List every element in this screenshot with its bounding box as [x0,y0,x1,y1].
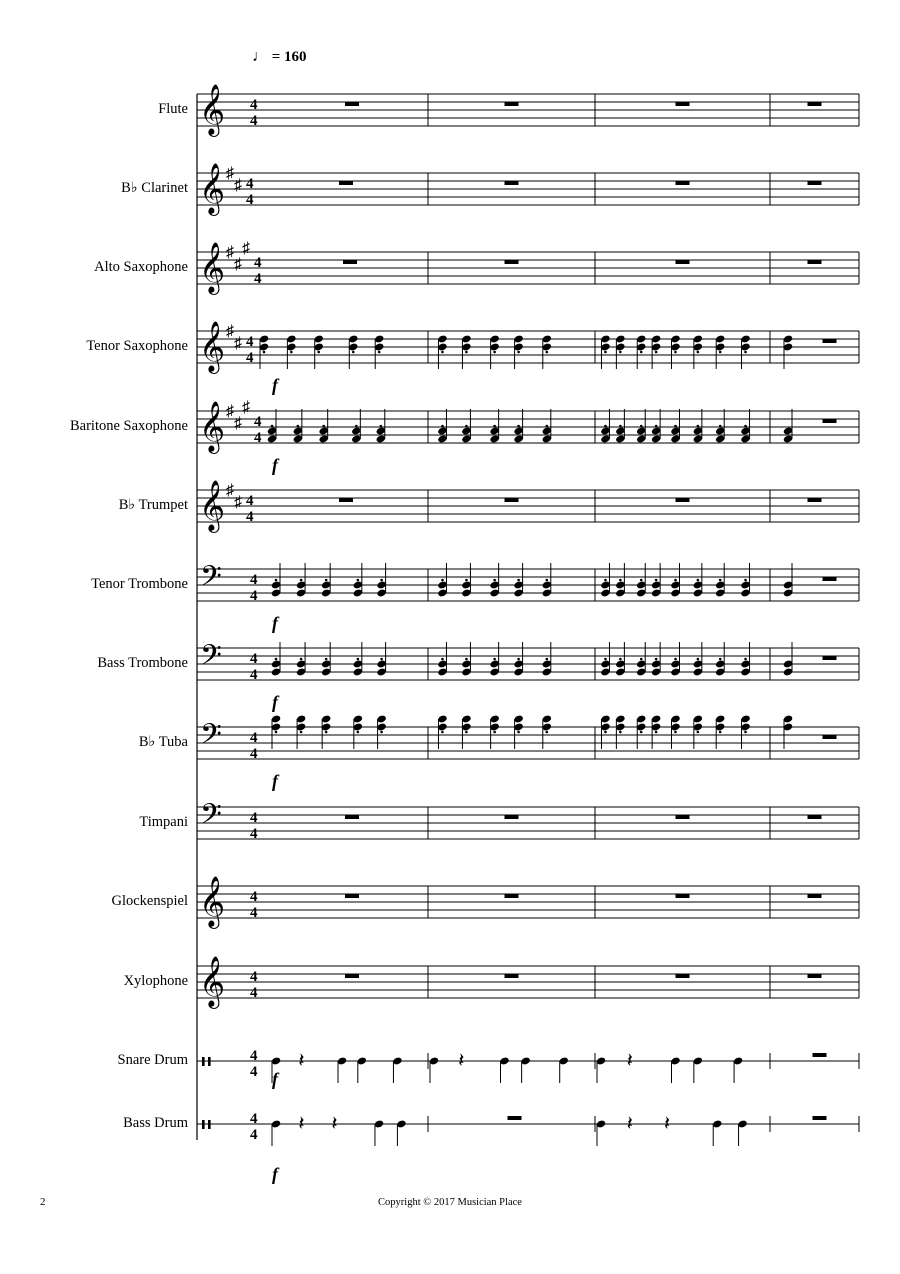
staccato-dot [441,425,444,428]
time-signature-top: 4 [246,176,254,192]
staccato-dot [378,351,381,354]
staff-xylophone [197,957,859,1009]
staff-tenor-trombone [197,562,859,633]
instrument-label: B♭ Trumpet [118,497,188,513]
staccato-dot [517,351,520,354]
staff-timpani [197,800,859,842]
staccato-dot [655,658,658,661]
staccato-dot [655,351,658,354]
dynamic-forte: f [272,771,278,791]
staccato-dot [744,658,747,661]
tempo-marking [252,48,307,66]
staccato-dot [655,579,658,582]
time-signature-top: 4 [246,334,254,350]
time-signature-top: 4 [254,414,262,430]
whole-rest-icon [813,1116,827,1120]
time-signature-bottom: 4 [250,588,258,604]
bass-clef-icon: 𝄢 [200,562,222,599]
staccato-dot [640,731,643,734]
staccato-dot [317,351,320,354]
whole-rest-icon [676,894,690,898]
staccato-dot [546,658,549,661]
time-signature-top: 4 [250,97,258,113]
staccato-dot [325,658,328,661]
staccato-dot [619,425,622,428]
staccato-dot [604,579,607,582]
whole-rest-icon [823,339,837,343]
time-signature-bottom: 4 [250,905,258,921]
staff-alto-saxophone [197,240,859,295]
whole-rest-icon [505,260,519,264]
treble-clef-icon: 𝄞 [199,877,226,926]
quarter-note-icon: ♩ [252,48,268,65]
staccato-dot [619,658,622,661]
staccato-dot [357,658,360,661]
whole-rest-icon [343,260,357,264]
percussion-clef-icon [202,1120,205,1129]
staccato-dot [441,579,444,582]
staccato-dot [619,351,622,354]
staccato-dot [352,351,355,354]
percussion-clef-icon [208,1120,211,1129]
staccato-dot [493,731,496,734]
staccato-dot [697,351,700,354]
staccato-dot [517,731,520,734]
staccato-dot [380,658,383,661]
staccato-dot [719,731,722,734]
treble-clef-icon: 𝄞 [199,402,226,451]
whole-rest-icon [676,260,690,264]
staccato-dot [441,658,444,661]
whole-rest-icon [505,815,519,819]
sharp-icon: ♯ [234,177,242,194]
staccato-dot [697,731,700,734]
instrument-label: Glockenspiel [111,893,188,909]
instrument-label: Alto Saxophone [94,259,188,275]
staccato-dot [275,731,278,734]
sharp-icon: ♯ [226,403,234,420]
whole-rest-icon [339,498,353,502]
treble-clef-icon: 𝄞 [199,481,226,530]
dynamic-forte: f [272,692,278,712]
time-signature-top: 4 [246,493,254,509]
whole-rest-icon [676,974,690,978]
staccato-dot [719,579,722,582]
staccato-dot [493,579,496,582]
time-signature-top: 4 [250,889,258,905]
staccato-dot [674,658,677,661]
staccato-dot [744,579,747,582]
instrument-label: Tenor Trombone [91,576,188,592]
staff-b-tuba [197,714,859,791]
whole-rest-icon [505,181,519,185]
staccato-dot [546,731,549,734]
time-signature-bottom: 4 [250,746,258,762]
time-signature-top: 4 [250,572,258,588]
staccato-dot [300,731,303,734]
tempo-value: = 160 [271,49,307,65]
treble-clef-icon: 𝄞 [199,243,226,292]
whole-rest-icon [808,974,822,978]
time-signature-bottom: 4 [250,985,258,1001]
whole-rest-icon [676,498,690,502]
time-signature-top: 4 [250,969,258,985]
staccato-dot [355,425,358,428]
quarter-rest-icon: 𝄽 [298,1050,305,1072]
treble-clef-icon: 𝄞 [199,322,226,371]
sharp-icon: ♯ [234,415,242,432]
instrument-label: Snare Drum [117,1052,188,1068]
sharp-icon: ♯ [226,482,234,499]
staccato-dot [719,658,722,661]
whole-rest-icon [345,894,359,898]
instrument-label: Tenor Saxophone [86,338,188,354]
staccato-dot [263,351,266,354]
staff-snare-drum [197,1048,859,1089]
staff-flute [197,85,859,137]
staccato-dot [619,579,622,582]
whole-rest-icon [676,815,690,819]
staccato-dot [719,425,722,428]
time-signature-bottom: 4 [254,430,262,446]
staff-bass-trombone [197,641,859,712]
staccato-dot [744,425,747,428]
time-signature-bottom: 4 [254,271,262,287]
staccato-dot [290,351,293,354]
quarter-rest-icon: 𝄽 [626,1050,633,1072]
staccato-dot [697,425,700,428]
copyright-notice: Copyright © 2017 Musician Place [378,1197,522,1208]
staccato-dot [493,425,496,428]
staff-tenor-saxophone [197,322,859,395]
percussion-clef-icon [202,1057,205,1066]
whole-rest-icon [676,181,690,185]
staccato-dot [275,579,278,582]
whole-rest-icon [808,894,822,898]
staccato-dot [604,425,607,428]
sharp-icon: ♯ [226,244,234,261]
staccato-dot [640,425,643,428]
instrument-label: Timpani [139,814,188,830]
time-signature-bottom: 4 [250,113,258,129]
whole-rest-icon [808,181,822,185]
staccato-dot [493,658,496,661]
staccato-dot [604,351,607,354]
dynamic-forte: f [272,613,278,633]
whole-rest-icon [345,974,359,978]
treble-clef-icon: 𝄞 [199,164,226,213]
whole-rest-icon [823,656,837,660]
staccato-dot [640,579,643,582]
time-signature-bottom: 4 [246,509,254,525]
sharp-icon: ♯ [242,399,250,416]
staccato-dot [697,658,700,661]
staccato-dot [619,731,622,734]
time-signature-top: 4 [250,810,258,826]
whole-rest-icon [808,815,822,819]
staccato-dot [441,731,444,734]
time-signature-bottom: 4 [246,192,254,208]
whole-rest-icon [823,419,837,423]
staff-baritone-saxophone [197,399,859,475]
staccato-dot [640,658,643,661]
time-signature-top: 4 [250,1048,258,1064]
whole-rest-icon [808,260,822,264]
staccato-dot [604,658,607,661]
quarter-rest-icon: 𝄽 [664,1113,671,1135]
time-signature-top: 4 [250,651,258,667]
whole-rest-icon [505,894,519,898]
instrument-label: Bass Drum [123,1115,188,1131]
staccato-dot [275,658,278,661]
staccato-dot [465,425,468,428]
quarter-rest-icon: 𝄽 [458,1050,465,1072]
bass-clef-icon: 𝄢 [200,800,222,837]
whole-rest-icon [345,102,359,106]
staccato-dot [380,731,383,734]
staccato-dot [604,731,607,734]
whole-rest-icon [505,498,519,502]
whole-rest-icon [676,102,690,106]
whole-rest-icon [339,181,353,185]
staccato-dot [465,731,468,734]
dynamic-forte: f [272,1069,278,1089]
dynamic-forte: f [272,1164,278,1184]
staccato-dot [297,425,300,428]
staccato-dot [380,579,383,582]
whole-rest-icon [508,1116,522,1120]
staff-glockenspiel [197,877,859,929]
staff-b-trumpet [197,481,859,533]
staccato-dot [744,351,747,354]
staccato-dot [465,658,468,661]
instrument-label: B♭ Tuba [138,734,188,750]
sharp-icon: ♯ [226,165,234,182]
staccato-dot [322,425,325,428]
whole-rest-icon [813,1053,827,1057]
staccato-dot [465,351,468,354]
instrument-label: Baritone Saxophone [70,418,188,434]
time-signature-top: 4 [250,730,258,746]
staccato-dot [640,351,643,354]
staccato-dot [655,731,658,734]
sharp-icon: ♯ [234,494,242,511]
staccato-dot [380,425,383,428]
staccato-dot [674,351,677,354]
staccato-dot [546,579,549,582]
staccato-dot [655,425,658,428]
instrument-label: Bass Trombone [97,655,188,671]
staccato-dot [546,351,549,354]
staccato-dot [517,579,520,582]
staccato-dot [357,579,360,582]
sharp-icon: ♯ [226,323,234,340]
whole-rest-icon [505,102,519,106]
percussion-clef-icon [208,1057,211,1066]
dynamic-forte: f [272,375,278,395]
instrument-label: Flute [158,101,188,117]
sharp-icon: ♯ [234,335,242,352]
staccato-dot [271,425,274,428]
staccato-dot [546,425,549,428]
staccato-dot [300,658,303,661]
sharp-icon: ♯ [234,256,242,273]
staccato-dot [325,579,328,582]
page-number: 2 [40,1196,46,1208]
quarter-rest-icon: 𝄽 [298,1113,305,1135]
time-signature-top: 4 [250,1111,258,1127]
time-signature-bottom: 4 [250,826,258,842]
staff-b-clarinet [197,164,859,216]
staccato-dot [719,351,722,354]
whole-rest-icon [345,815,359,819]
time-signature-bottom: 4 [250,1064,258,1080]
staccato-dot [744,731,747,734]
time-signature-bottom: 4 [250,1127,258,1143]
time-signature-bottom: 4 [250,667,258,683]
whole-rest-icon [823,577,837,581]
staccato-dot [441,351,444,354]
instrument-label: Xylophone [123,973,188,989]
treble-clef-icon: 𝄞 [199,957,226,1006]
whole-rest-icon [808,498,822,502]
staccato-dot [325,731,328,734]
staccato-dot [674,731,677,734]
instrument-label: B♭ Clarinet [121,180,188,196]
staccato-dot [674,579,677,582]
staccato-dot [517,425,520,428]
staccato-dot [674,425,677,428]
time-signature-bottom: 4 [246,350,254,366]
staccato-dot [517,658,520,661]
whole-rest-icon [808,102,822,106]
staccato-dot [493,351,496,354]
treble-clef-icon: 𝄞 [199,85,226,134]
bass-clef-icon: 𝄢 [200,641,222,678]
staccato-dot [697,579,700,582]
staccato-dot [465,579,468,582]
quarter-rest-icon: 𝄽 [626,1113,633,1135]
sharp-icon: ♯ [242,240,250,257]
staff-bass-drum [197,1111,859,1184]
whole-rest-icon [505,974,519,978]
dynamic-forte: f [272,455,278,475]
whole-rest-icon [823,735,837,739]
bass-clef-icon: 𝄢 [200,720,222,757]
staccato-dot [357,731,360,734]
quarter-rest-icon: 𝄽 [331,1113,338,1135]
time-signature-top: 4 [254,255,262,271]
staccato-dot [300,579,303,582]
